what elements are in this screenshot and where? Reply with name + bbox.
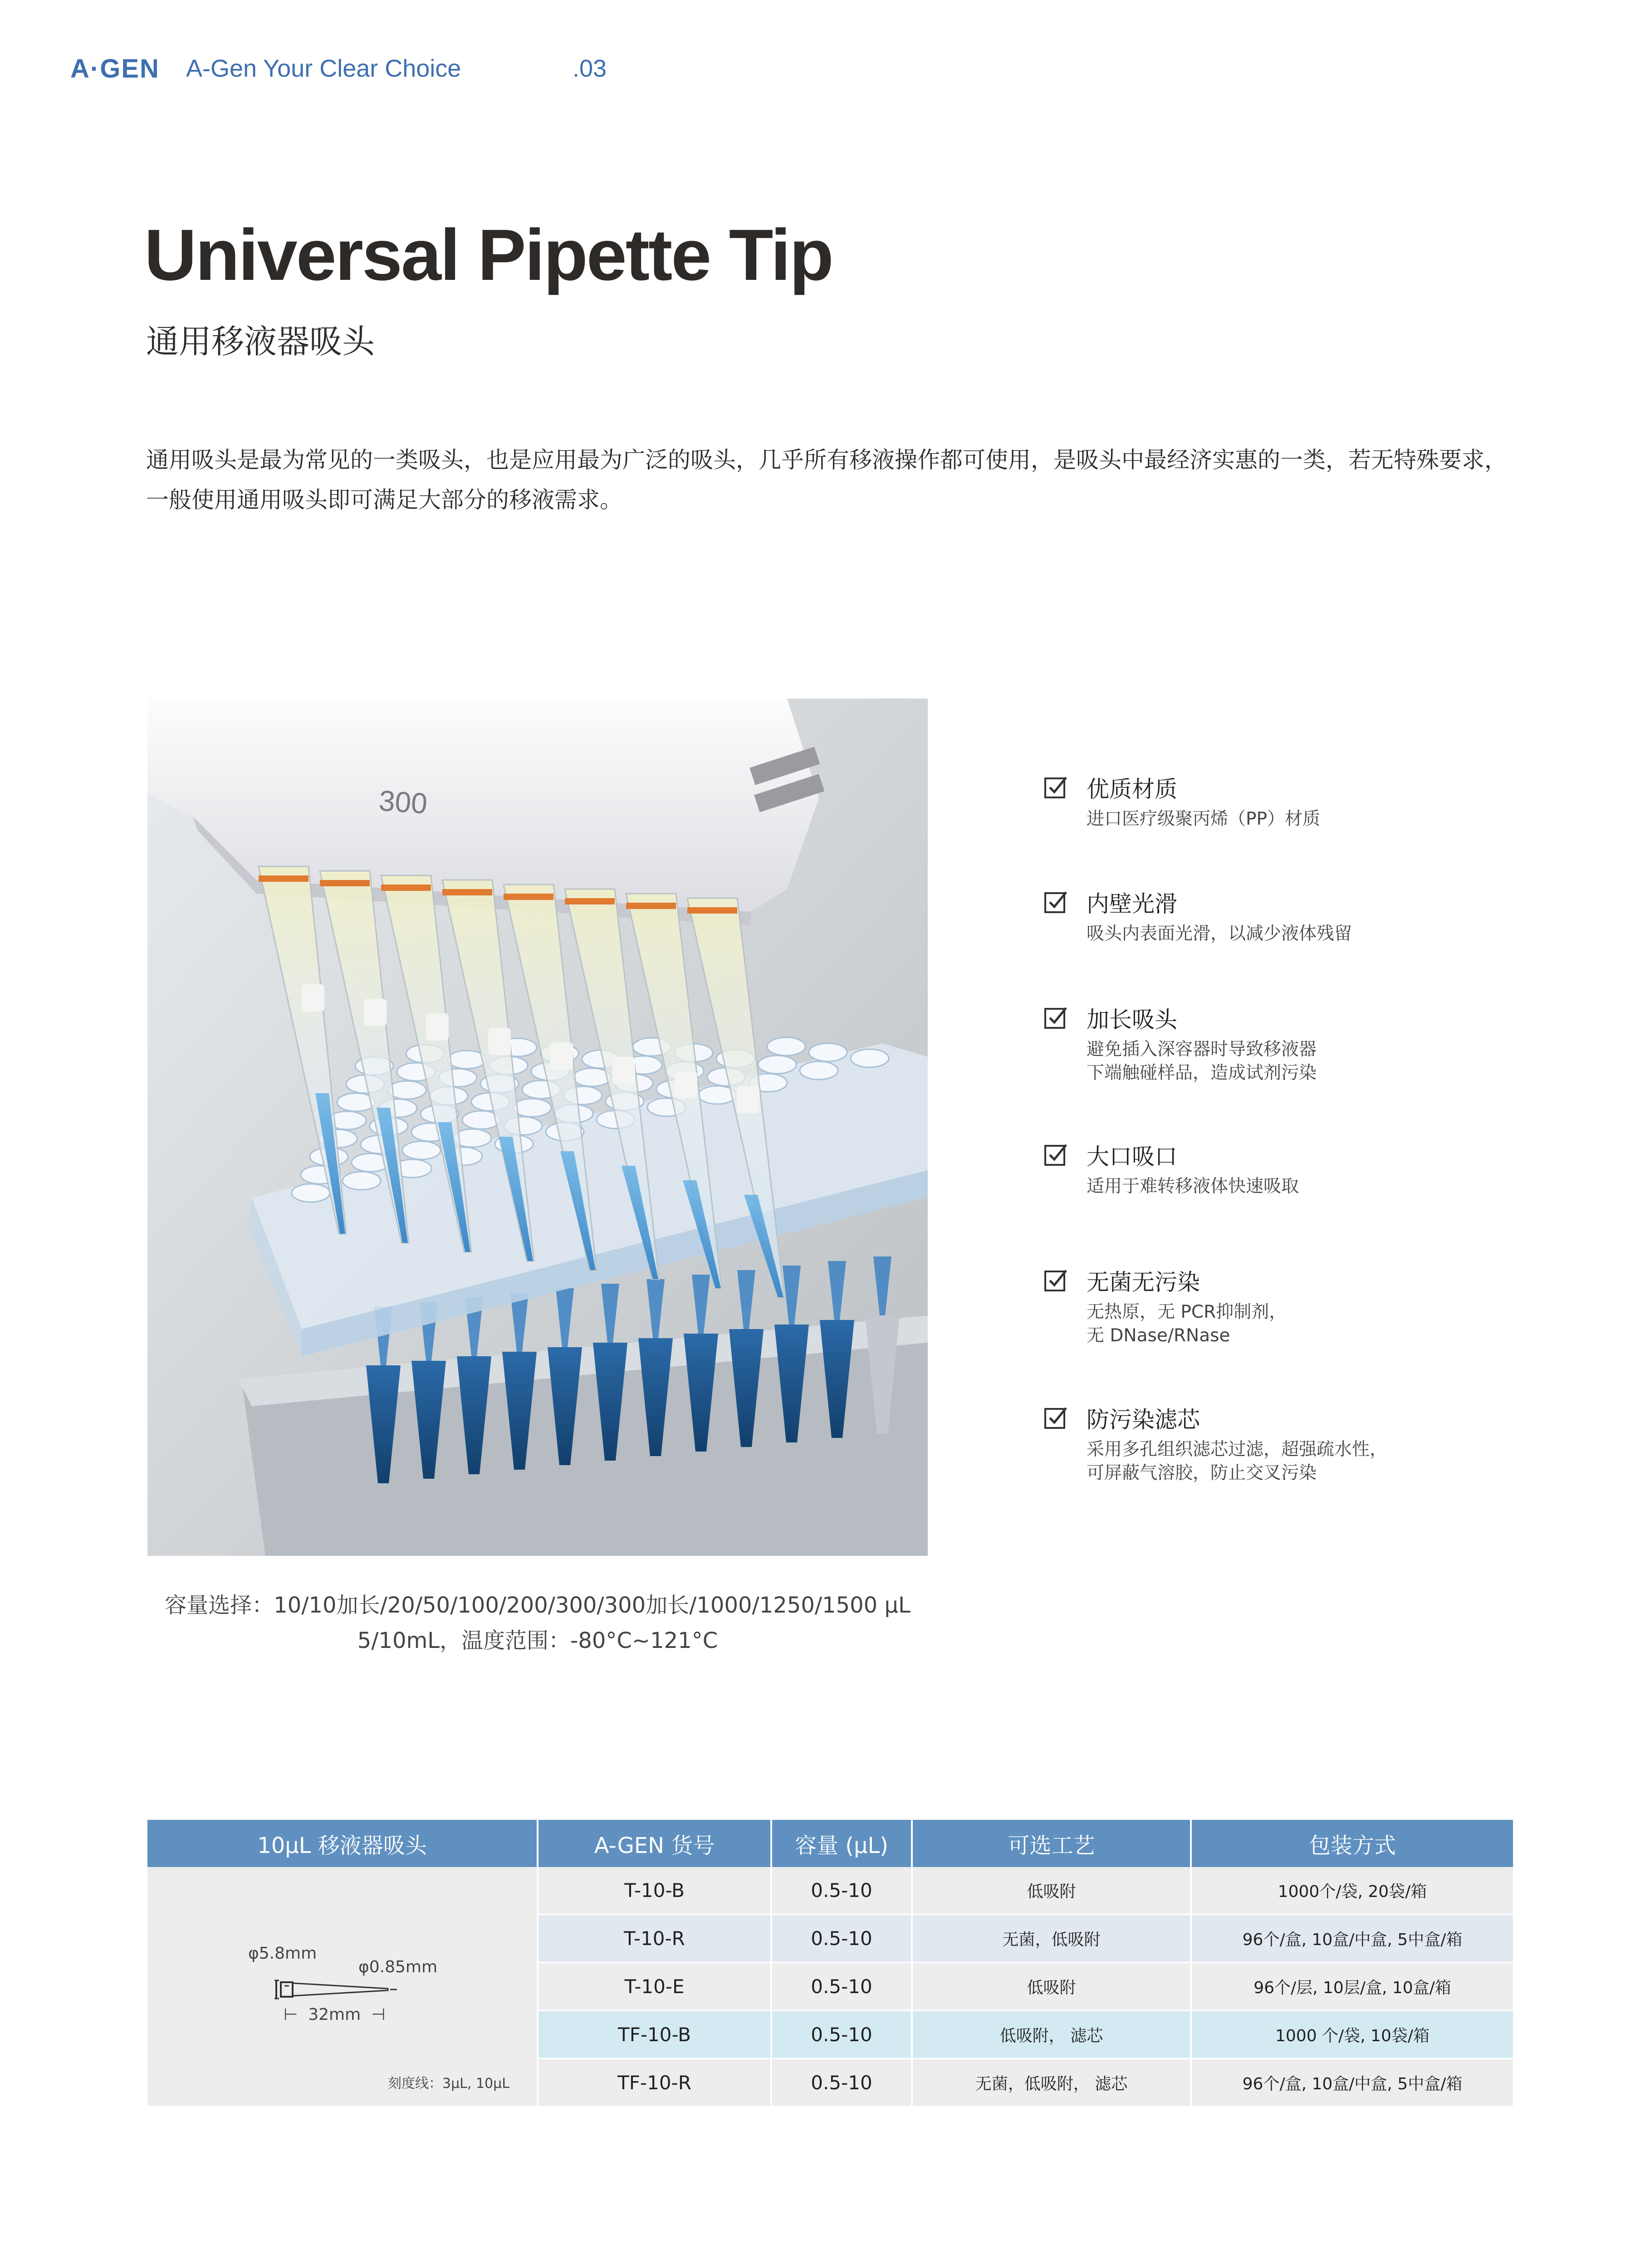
feature-title: 无菌无污染 bbox=[1087, 1269, 1200, 1295]
feature-description-line: 适用于难转移液体快速吸取 bbox=[1087, 1176, 1299, 1197]
header-volume: 容量 (µL) bbox=[771, 1820, 912, 1867]
tip-collar-ring bbox=[259, 875, 308, 882]
intro-paragraph: 通用吸头是最为常见的一类吸头，也是应用最为广泛的吸头，几乎所有移液操作都可使用，是吸头中最经济实惠的一类，若无特殊要求，一般使用通用吸头即可满足大部分的移液需求。 bbox=[146, 447, 1507, 513]
feature-description-line: 可屏蔽气溶胶，防止交叉污染 bbox=[1087, 1463, 1317, 1483]
cell-process: 低吸附， 滤芯 bbox=[912, 2011, 1191, 2059]
cell-code: T-10-E bbox=[538, 1963, 771, 2011]
cell-process: 低吸附 bbox=[912, 1867, 1191, 1915]
plate-well bbox=[800, 1061, 838, 1080]
cell-code: T-10-B bbox=[538, 1867, 771, 1915]
tip-filter bbox=[612, 1057, 635, 1084]
cell-volume: 0.5-10 bbox=[771, 2059, 912, 2107]
feature-description-line: 采用多孔组织滤芯过滤，超强疏水性， bbox=[1087, 1439, 1388, 1460]
cell-code: T-10-R bbox=[538, 1915, 771, 1963]
tip-dimension-drawing bbox=[274, 1976, 420, 2008]
capacity-caption-line1: 容量选择：10/10加长/20/50/100/200/300/300加长/1000/1250/1500 µL bbox=[165, 1593, 911, 1618]
tip-collar-ring bbox=[320, 880, 370, 886]
checkbox-checked-icon bbox=[1043, 775, 1069, 800]
tip-collar-ring bbox=[381, 885, 431, 891]
cell-code: TF-10-R bbox=[538, 2059, 771, 2107]
plate-well bbox=[767, 1037, 805, 1056]
table-row bbox=[147, 1867, 1513, 1915]
capacity-caption-line2: 5/10mL，温度范围：-80°C~121°C bbox=[357, 1628, 718, 1653]
feature-description bbox=[1087, 922, 1352, 946]
tip-filter bbox=[675, 1071, 697, 1099]
feature-title: 防污染滤芯 bbox=[1087, 1407, 1200, 1433]
plate-well bbox=[292, 1184, 330, 1202]
page-title: Universal Pipette Tip bbox=[144, 214, 832, 295]
feature-description-line: 进口医疗级聚丙烯（PP）材质 bbox=[1087, 809, 1321, 829]
feature-title: 内壁光滑 bbox=[1087, 891, 1177, 917]
checkbox-checked-icon bbox=[1043, 1005, 1069, 1031]
product-photo bbox=[147, 699, 928, 1556]
plate-well bbox=[851, 1049, 889, 1067]
feature-description bbox=[1087, 1438, 1387, 1485]
feature-title: 加长吸头 bbox=[1087, 1007, 1177, 1033]
feature-description bbox=[1087, 1300, 1287, 1348]
diameter-tip-label: φ0.85mm bbox=[358, 1958, 438, 1976]
feature-title: 大口吸口 bbox=[1087, 1144, 1177, 1170]
plate-well bbox=[343, 1172, 381, 1190]
checkbox-checked-icon bbox=[1043, 1268, 1069, 1293]
pipette-illustration bbox=[147, 699, 928, 1556]
table-header-row bbox=[147, 1820, 1513, 1867]
cell-process: 无菌，低吸附 bbox=[912, 1915, 1191, 1963]
feature-description bbox=[1087, 1175, 1299, 1198]
spec-table bbox=[147, 1820, 1513, 2107]
brand-logo: A·GEN bbox=[70, 54, 160, 83]
tip-collar-ring bbox=[442, 889, 492, 895]
cell-volume: 0.5-10 bbox=[771, 1867, 912, 1915]
tip-filter bbox=[426, 1013, 449, 1041]
diameter-top-label: φ5.8mm bbox=[248, 1944, 317, 1963]
plate-well bbox=[402, 1141, 441, 1159]
feature-description bbox=[1087, 807, 1320, 831]
checkbox-checked-icon bbox=[1043, 1142, 1069, 1168]
cell-packing: 96个/盒, 10盒/中盒, 5中盒/箱 bbox=[1191, 1915, 1513, 1963]
checkbox-checked-icon bbox=[1043, 890, 1069, 915]
cell-process: 无菌，低吸附， 滤芯 bbox=[912, 2059, 1191, 2107]
cell-packing: 1000个/袋, 20袋/箱 bbox=[1191, 1867, 1513, 1915]
plate-well bbox=[809, 1043, 847, 1061]
length-label: ⊢ 32mm ⊣ bbox=[284, 2005, 386, 2024]
pipette-volume-label: 300 bbox=[377, 784, 429, 820]
tip-filter bbox=[737, 1086, 759, 1113]
tip-collar-ring bbox=[687, 907, 737, 914]
header-catalog-number: A-GEN 货号 bbox=[538, 1820, 771, 1867]
cell-packing: 96个/层, 10层/盒, 10盒/箱 bbox=[1191, 1963, 1513, 2011]
header-tip-type: 10µL 移液器吸头 bbox=[147, 1820, 538, 1867]
cell-packing: 1000 个/袋, 10袋/箱 bbox=[1191, 2011, 1513, 2059]
feature-description-line: 避免插入深容器时导致移液器 bbox=[1087, 1039, 1317, 1060]
feature-description-line: 吸头内表面光滑，以减少液体残留 bbox=[1087, 924, 1352, 944]
page-number: .03 bbox=[573, 55, 607, 82]
page-subtitle: 通用移液器吸头 bbox=[146, 323, 375, 361]
feature-description-line: 无热原，无 PCR抑制剂， bbox=[1087, 1302, 1287, 1322]
tip-collar-ring bbox=[626, 903, 676, 909]
checkbox-checked-icon bbox=[1043, 1405, 1069, 1431]
brand-tagline: A-Gen Your Clear Choice bbox=[186, 55, 461, 82]
scale-marks-label: 刻度线：3µL, 10µL bbox=[388, 2076, 509, 2092]
cell-volume: 0.5-10 bbox=[771, 2011, 912, 2059]
capacity-caption bbox=[147, 1588, 928, 1658]
tip-collar-ring bbox=[504, 894, 553, 900]
feature-description bbox=[1087, 1038, 1317, 1085]
cell-volume: 0.5-10 bbox=[771, 1963, 912, 2011]
header-process: 可选工艺 bbox=[912, 1820, 1191, 1867]
feature-description-line: 下端触碰样品，造成试剂污染 bbox=[1087, 1063, 1317, 1083]
tip-filter bbox=[550, 1042, 573, 1070]
cell-process: 低吸附 bbox=[912, 1963, 1191, 2011]
tip-collar-ring bbox=[565, 898, 615, 904]
tip-diagram-cell bbox=[147, 1867, 538, 2107]
plate-well bbox=[758, 1056, 796, 1074]
feature-title: 优质材质 bbox=[1087, 776, 1177, 802]
tip-filter bbox=[302, 984, 324, 1012]
cell-volume: 0.5-10 bbox=[771, 1915, 912, 1963]
tip-filter bbox=[364, 999, 387, 1026]
plate-well bbox=[513, 1099, 551, 1117]
cell-packing: 96个/盒, 10盒/中盒, 5中盒/箱 bbox=[1191, 2059, 1513, 2107]
header-packing: 包装方式 bbox=[1191, 1820, 1513, 1867]
tip-filter bbox=[488, 1028, 511, 1055]
feature-description-line: 无 DNase/RNase bbox=[1087, 1325, 1230, 1346]
cell-code: TF-10-B bbox=[538, 2011, 771, 2059]
